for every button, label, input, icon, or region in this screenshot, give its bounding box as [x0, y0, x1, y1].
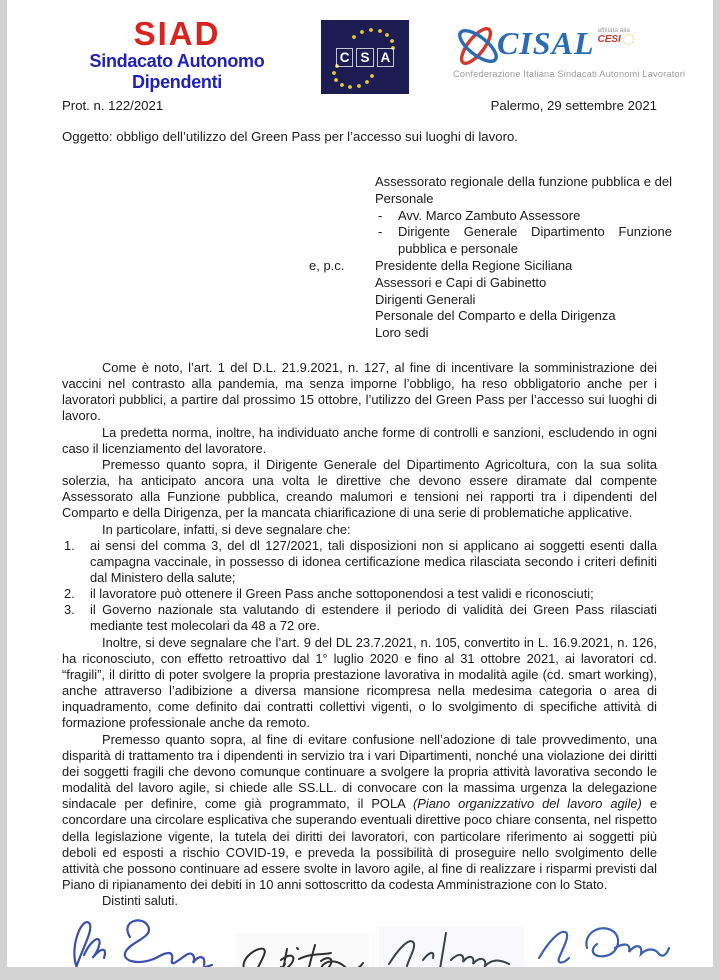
recipients-block — [309, 174, 672, 342]
letterhead — [7, 0, 713, 96]
csa-acronym — [336, 48, 395, 67]
paragraph: Inoltre, si deve segnalare che l’art. 9 del DL 23.7.2021, n. 105, convertito in L. 16.9.2021, n. 126, ha riconosciuto, con effetto retroattivo dal 1° luglio 2020 e fino al 31 ottobre 2021, ai lavoratori cd. “fragili”, il diritto di poter svolgere la propria prestazione lavorativa in modalità agile (cd. smart working), anche attraverso l’adibizione a diversa mansione ricompresa nella medesima categoria o area di inquadramento, come definito dai contratti collettivi vigenti, o lo svolgimento di specifiche attività di formazione professionale anche da remoto. — [62, 634, 657, 731]
recipient-cc-row — [309, 257, 672, 275]
csa-letter-s: S — [356, 48, 373, 67]
cc-label: e, p.c. — [309, 257, 345, 273]
bullet-dash: - — [378, 224, 383, 240]
meta-row — [62, 98, 657, 113]
siad-subtitle: Sindacato Autonomo Dipendenti — [89, 51, 265, 92]
signature-4 — [529, 916, 674, 967]
item-number: 3. — [64, 602, 75, 618]
recipient-bullet — [375, 224, 672, 258]
paragraph: In particolare, infatti, si deve segnalare che: — [102, 521, 351, 537]
signature-1 — [62, 911, 242, 967]
csa-logo — [321, 20, 409, 94]
subject-line: Oggetto: obbligo dell’utilizzo del Green Pass per l’accesso sui luoghi di lavoro. — [62, 129, 518, 144]
item-text: il Governo nazionale sta valutando di estendere il periodo di validità dei Green Pass rilasciati mediante test molecolari da 48 a 72 ore. — [90, 602, 657, 634]
recipient-bullet-text: Avv. Marco Zambuto Assessore — [398, 207, 581, 223]
paragraph: Come è noto, l’art. 1 del D.L. 21.9.2021, n. 127, al fine di incentivare la somministrazione dei vaccini nel contrasto alla pandemia, ma senza imporne l’obbligo, ha reso obbligatorio anche per i lavoratori pubblici, a partire dal prossimo 15 ottobre, l’utilizzo del Green Pass per l’accesso sui luoghi di lavoro. — [62, 359, 657, 424]
recipient-bullet-text: Dirigente Generale Dipartimento Funzione pubblica e personale — [398, 224, 672, 257]
recipient-cc: Personale del Comparto e della Dirigenza — [375, 308, 616, 324]
csa-letter-c: C — [336, 48, 354, 67]
numbered-item — [62, 538, 657, 586]
numbered-item — [62, 602, 657, 634]
paragraph: Premesso quanto sopra, il Dirigente Generale del Dipartimento Agricoltura, con la sua solita solerzia, ha anticipato ancora una volta le direttive che devono essere diramate dal compente Assessorato alla Funzione pubblica, creando malumori e tensioni nei rapporti tra i dipendenti del Comparto e della Dirigenza, per la mancata chiarificazione di una serie di problematiche applicative. — [62, 456, 657, 521]
paragraph-text: e concordare una circolare esplicativa che superando eventuali direttive poco chiare consenta, nel rispetto della legislazione vigente, la tutela dei diritti dei lavoratori, con particolare riferimento ai soggetti più deboli ed esposti a rischio COVID-19, e preveda la possibilità di proseguire nello svolgimento delle attività che possono continuare ad essere svolte in lavoro agile, al fine di realizzare i risparmi previsti dal Piano di ripianamento dei debiti in 10 anni sottoscritto da codesta Amministrazione con lo Stato. — [62, 796, 657, 892]
signatures-row — [7, 911, 713, 967]
item-number: 2. — [64, 586, 75, 602]
cisal-wordmark: CISAL — [497, 25, 595, 61]
numbered-item — [62, 586, 657, 602]
cisal-affiliation — [597, 27, 633, 45]
cisal-subtitle: Confederazione Italiana Sindacati Autonomi Lavoratori — [453, 69, 686, 79]
recipient-cc: Dirigenti Generali — [375, 291, 476, 307]
signature-3 — [379, 926, 524, 967]
cisal-logo — [453, 24, 686, 79]
recipient-to: Assessorato regionale della funzione pubblica e del Personale — [375, 174, 672, 206]
paragraph-text: Premesso quanto sopra, al fine di evitare confusione nell’adozione di tale provvedimento, una disparità di trattamento tra i dipendenti in servizio tra i vari Dipartimenti, nonché una violazione dei diritti dei soggetti fragili che devono comunque continuare a svolgere la propria attività lavorativa secondo le modalità del lavoro agile, si chiede alle SS.LL. di convocare con la massima urgenza la delegazione sindacale per definire, come già programmato, il POLA — [62, 731, 657, 812]
csa-letter-a: A — [377, 48, 395, 67]
italic-phrase: (Piano organizzativo del lavoro agile) — [412, 796, 642, 812]
siad-acronym: SIAD — [133, 15, 221, 52]
recipient-bullet — [375, 208, 672, 225]
protocol-number: Prot. n. 122/2021 — [62, 98, 164, 113]
cisal-affiliation-label: affiliata alla — [597, 27, 630, 34]
cesi-wordmark: CESI — [597, 34, 621, 45]
letter-body — [62, 360, 657, 909]
closing-salutation: Distinti saluti. — [102, 893, 178, 909]
recipient-cc: Presidente della Regione Siciliana — [375, 257, 573, 273]
item-number: 1. — [64, 537, 75, 553]
siad-logo — [57, 15, 297, 93]
letter-page — [7, 0, 713, 967]
item-text: ai sensi del comma 3, del dl 127/2021, tali disposizioni non si applicano ai soggetti esenti dalla campagna vaccinale, in possesso di idonea certificazione medica rilasciata secondo i criteri definiti dal Ministero della salute; — [90, 537, 657, 585]
bullet-dash: - — [378, 207, 383, 223]
place-and-date: Palermo, 29 settembre 2021 — [490, 98, 657, 113]
recipient-cc: Loro sedi — [375, 325, 429, 341]
paragraph — [62, 732, 657, 894]
cesi-stars-icon — [623, 34, 634, 45]
cisal-atom-icon — [453, 24, 503, 68]
recipient-cc: Assessori e Capi di Gabinetto — [375, 274, 547, 290]
item-text: il lavoratore può ottenere il Green Pass anche sottoponendosi a test validi e riconosciuti; — [90, 586, 594, 602]
signature-2 — [235, 933, 375, 967]
paragraph: La predetta norma, inoltre, ha individuato anche forme di controlli e sanzioni, escludendo in ogni caso il licenziamento del lavoratore. — [62, 424, 657, 456]
